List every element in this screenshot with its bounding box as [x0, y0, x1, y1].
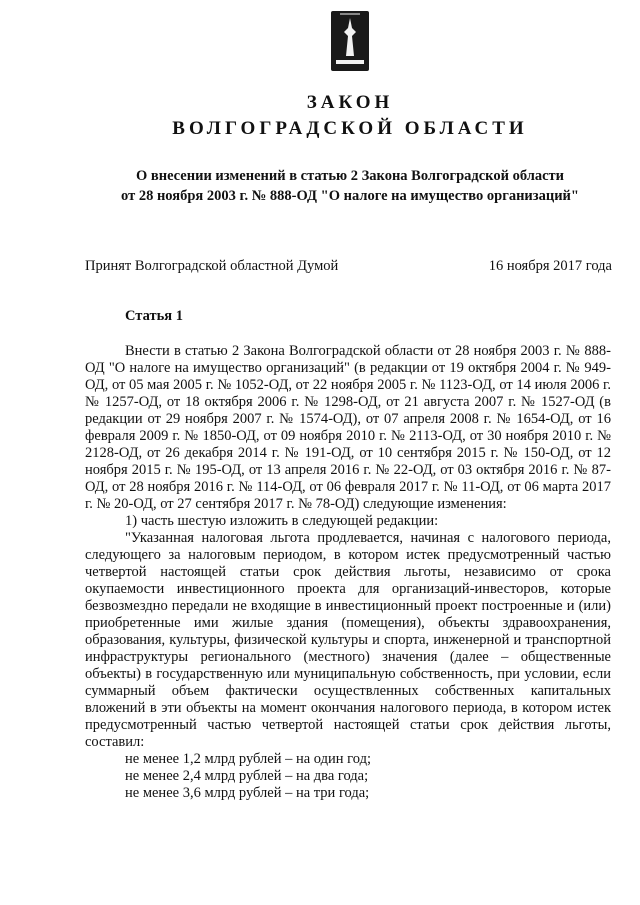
coat-of-arms-emblem	[330, 10, 370, 72]
adopted-by: Принят Волгоградской областной Думой	[85, 258, 339, 274]
list-item: не менее 1,2 млрд рублей – на один год;	[125, 751, 371, 767]
article-intro: Внести в статью 2 Закона Волгоградской области от 28 ноября 2003 г. № 888-ОД "О налоге на имущество организаций" (в редакции от 19 октября 2004 г. № 949-ОД, от 05 мая 2005 г. № 1052-ОД, от 22 ноября 2005 г. № 1123-ОД, от 14 июля 2006 г. № 1257-ОД, от 18 октября 2006 г. № 1298-ОД, от 21 августа 2007 г. № 1527-ОД (в редакции от 29 ноября 2007 г. № 1574-ОД), от 07 апреля 2008 г. № 1654-ОД, от 16 февраля 2009 г. № 1850-ОД, от 09 ноября 2010 г. № 2113-ОД, от 30 ноября 2010 г. № 2128-ОД, от 26 декабря 2014 г. № 191-ОД, от 10 сентября 2015 г. № 150-ОД, от 12 ноября 2015 г. № 195-ОД, от 13 апреля 2016 г. № 22-ОД, от 03 октября 2016 г. № 87-ОД, от 28 ноября 2016 г. № 114-ОД, от 06 февраля 2017 г. № 11-ОД, от 06 марта 2017 г. № 20-ОД, от 27 сентября 2017 г. № 78-ОД) следующие изменения:	[85, 343, 611, 512]
article-body	[85, 343, 611, 802]
subtitle-line-2: от 28 ноября 2003 г. № 888-ОД "О налоге на имущество организаций"	[121, 188, 579, 204]
article-heading: Статья 1	[125, 308, 183, 324]
law-title: ЗАКОН	[306, 92, 394, 113]
list-item: не менее 2,4 млрд рублей – на два года;	[125, 768, 369, 784]
subtitle-line-1: О внесении изменений в статью 2 Закона Волгоградской области	[135, 168, 565, 184]
quoted-text: "Указанная налоговая льгота продлевается, начиная с налогового периода, следующего за налоговым периодом, в котором истек предусмотренный частью четвертой настоящей статьи срок действия льготы, независимо от срока окупаемости инвестиционного проекта для организаций-инвесторов, которые безвозмездно передали не входящие в инвестиционный проект построенные и (или) приобретенные ими жилые здания (помещения), объекты здравоохранения, образования, культуры, физической культуры и спорта, инженерной и транспортной инфраструктуры регионального (местного) значения (далее – общественные объекты) в государственную или муниципальную собственность, при условии, если суммарный объем фактически осуществленных собственных капитальных вложений в эти объекты на момент окончания налогового периода, в котором истек предусмотренный частью четвертой настоящей статьи срок действия льготы, составил:	[85, 530, 611, 750]
list-item: не менее 3,6 млрд рублей – на три года;	[125, 785, 370, 801]
law-subtitle	[0, 166, 640, 206]
adoption-date: 16 ноября 2017 года	[488, 258, 612, 274]
point-1: 1) часть шестую изложить в следующей редакции:	[125, 513, 439, 529]
region-title: ВОЛГОГРАДСКОЙ ОБЛАСТИ	[172, 118, 528, 139]
